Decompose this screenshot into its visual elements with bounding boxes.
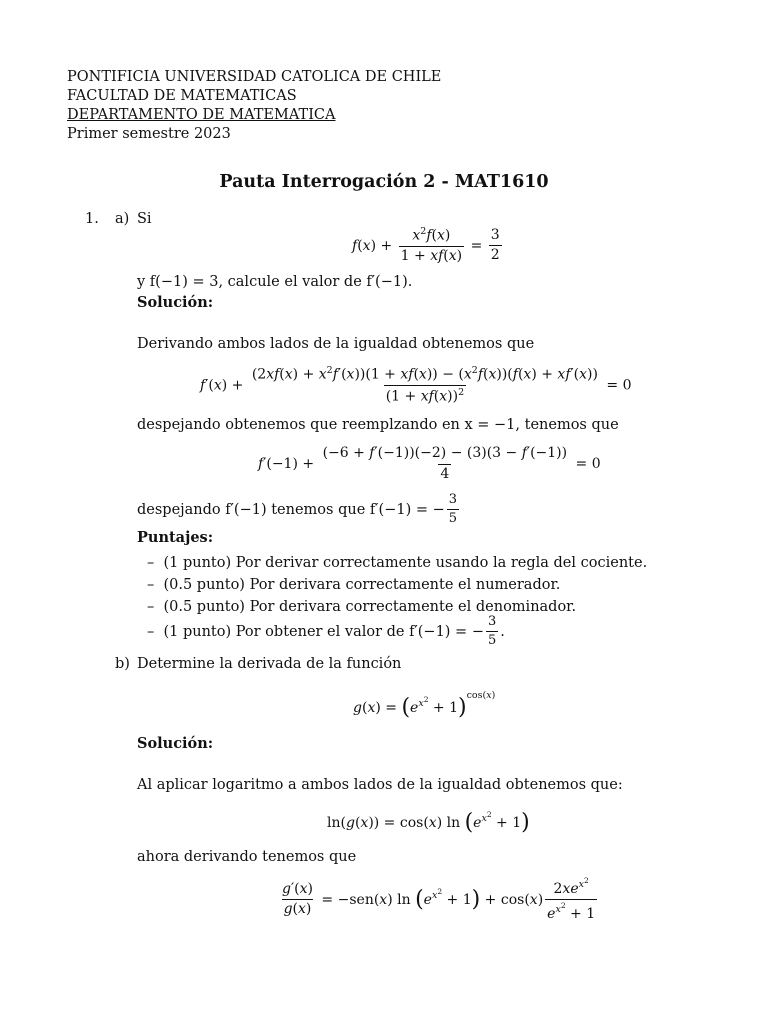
question-number: 1. (85, 211, 99, 227)
score-item: – (0.5 punto) Por derivara correctamente el numerador. (147, 577, 561, 593)
function-g: $g(x) = (e^{x^2} + 1)^{cos(x)}$ (353, 690, 496, 720)
step-derive: Derivando ambos lados de la igualdad obtenemos que (137, 336, 535, 352)
score-text: (1 punto) Por derivar correctamente usando la regla del cociente. (163, 555, 648, 571)
solution-label-b: Solución: (137, 735, 214, 752)
step-derive-b: ahora derivando tenemos que (137, 849, 357, 865)
derived-equation: f′(x) + $\frac{(2xf(x) + x^2f'(x))(1 + xf(x)) - (x^2f(x))(f(x) + xf'(x))}{(1 + xf(x))^2}$ = 0 (200, 365, 632, 405)
substituted-equation: f′(−1) + $\frac{(-6 + f'(-1))(-2) - (3)(3 - f'(-1))}{4}$ = 0 (258, 445, 601, 482)
step-substitute: despejando obtenemos que reemplzando en x = −1, tenemos que (137, 417, 619, 433)
page-title: Pauta Interrogación 2 - MAT1610 (219, 172, 549, 192)
given-equation: f(x) + $\frac{x^2f(x)}{1 + xf(x)}$ = $\frac{3}{2}$ (352, 226, 500, 265)
part-b-label: b) (115, 656, 130, 672)
part-a-label: a) (115, 211, 130, 227)
score-item: – (1 punto) Por derivar correctamente usando la regla del cociente. (147, 555, 648, 571)
semester: Primer semestre 2023 (67, 126, 231, 142)
part-b-intro: Determine la derivada de la función (137, 656, 402, 672)
score-item: – (0.5 punto) Por derivara correctamente el denominador. (147, 599, 577, 615)
score-text: (0.5 punto) Por derivara correctamente el denominador. (163, 599, 577, 615)
step-result: despejando f′(−1) tenemos que f′(−1) = − $\frac{3}{5}$ (137, 492, 458, 527)
score-item: – (1 punto) Por obtener el valor de f′(−1) = − $\frac{3}{5}$ . (147, 614, 505, 649)
part-a-intro: Si (137, 211, 152, 227)
university-name: PONTIFICIA UNIVERSIDAD CATOLICA DE CHILE (67, 69, 442, 85)
step-result-text: despejando f′(−1) tenemos que f′(−1) = − (137, 501, 445, 518)
derivative-equation: $\frac{g'(x)}{g(x)}$ = −sen(x) $\ln (e^{x^2} + 1) + \cos(x)$ $\frac{2xe^{x^2}}{e^{x^2} + 1}$ (282, 876, 596, 923)
solution-label-a: Solución: (137, 294, 214, 311)
given-condition: y f(−1) = 3, calcule el valor de f′(−1). (137, 274, 413, 290)
score-label: Puntajes: (137, 529, 214, 546)
faculty-name: FACULTAD DE MATEMATICAS (67, 88, 297, 104)
score-text: (0.5 punto) Por derivara correctamente el numerador. (163, 577, 561, 593)
step-log: Al aplicar logaritmo a ambos lados de la igualdad obtenemos que: (137, 777, 623, 793)
department-name: DEPARTAMENTO DE MATEMATICA (67, 107, 336, 123)
log-equation: ln(g(x)) = cos(x) $\ln (e^{x^2} + 1)$ (327, 809, 530, 835)
score-text: (1 punto) Por obtener el valor de f′(−1) = − (163, 623, 484, 640)
